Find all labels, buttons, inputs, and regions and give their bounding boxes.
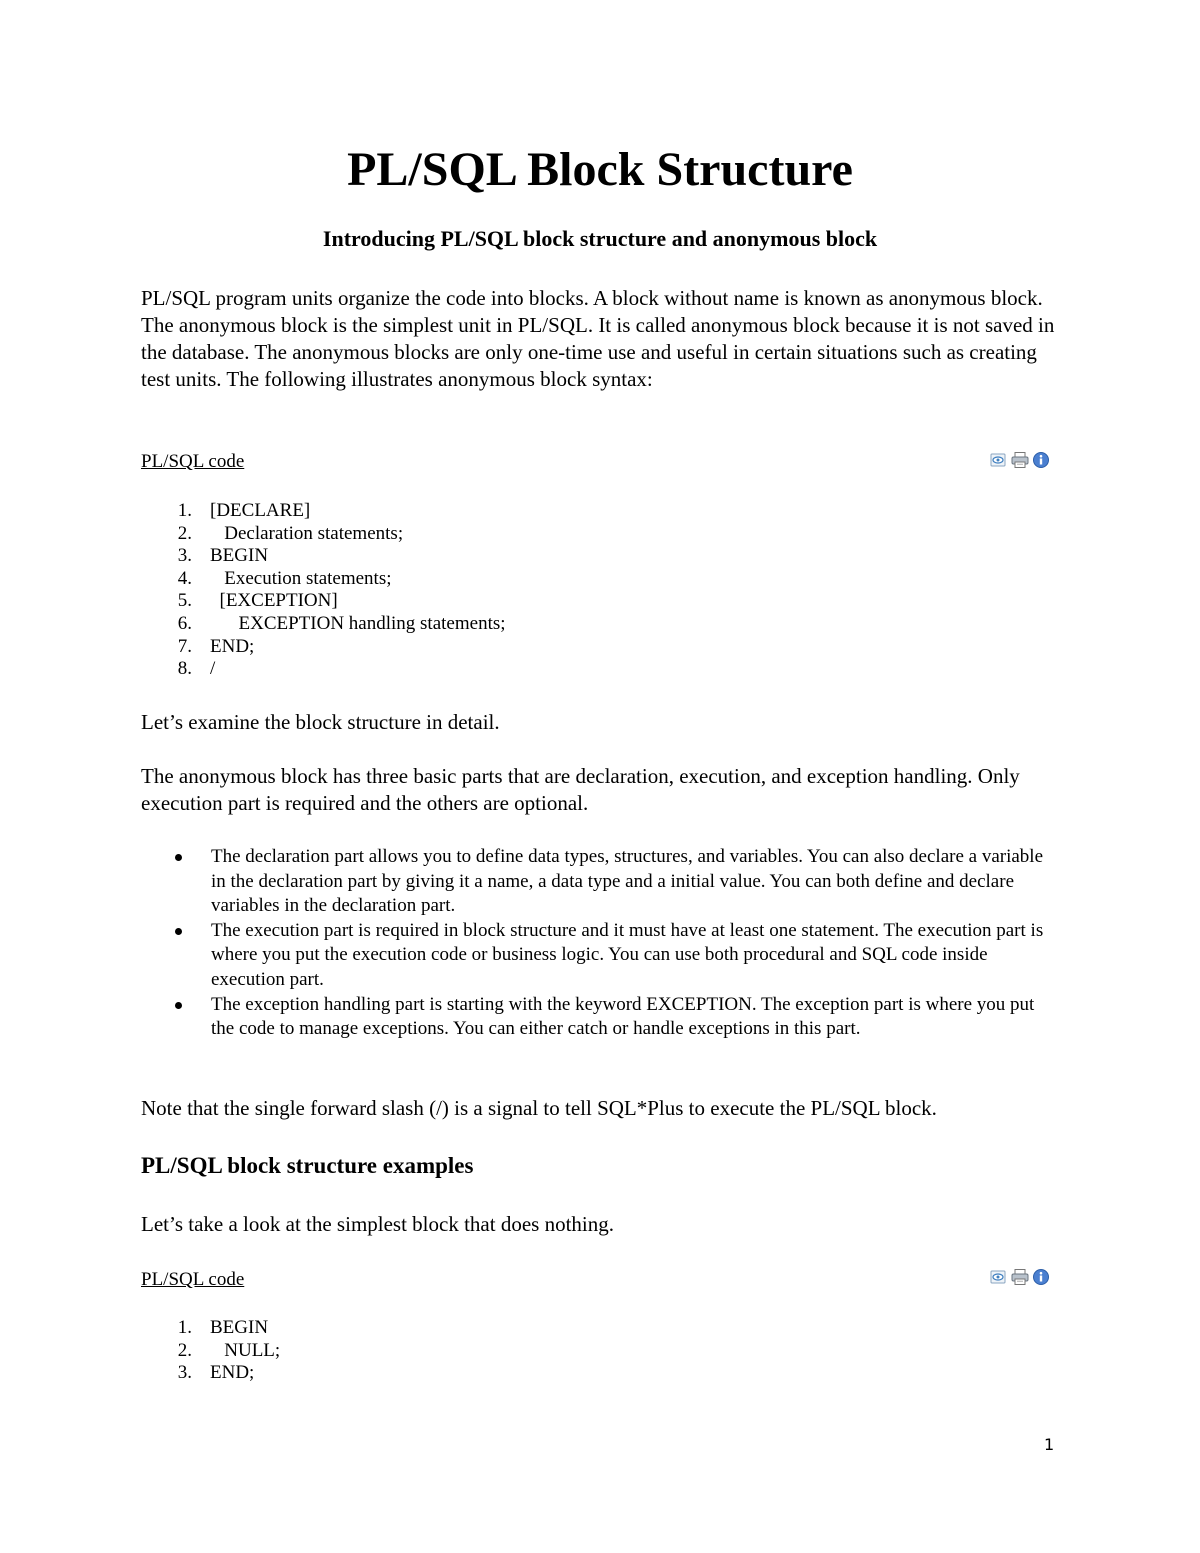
line-number: 3.	[177, 1362, 192, 1384]
line-number: 1.	[177, 1317, 192, 1338]
line-number: 5.	[177, 590, 192, 612]
code-text: Execution statements;	[210, 567, 392, 589]
list-item	[172, 919, 1052, 993]
code-text: END;	[210, 635, 255, 657]
line-number: 6.	[177, 612, 192, 634]
bullet-icon	[175, 854, 182, 861]
line-number: 7.	[177, 635, 192, 657]
page-subtitle: Introducing PL/SQL block structure and anonymous block	[322, 226, 878, 251]
code-line	[168, 523, 506, 546]
bullet-text: The declaration part allows you to define data types, structures, and variables. You can also declare a variable in the declaration part by giving it a name, a data type and a initial value. You can both define and declare variables in the declaration part.	[211, 846, 1044, 917]
examples-heading: PL/SQL block structure examples	[141, 1153, 474, 1178]
bullet-text: The execution part is required in block structure and it must have at least one statement. The execution part is where you put the execution code or business logic. You can use both procedural and SQL code inside execution part.	[211, 919, 1044, 990]
code-text: EXCEPTION handling statements;	[210, 612, 506, 634]
code-text: NULL;	[210, 1339, 281, 1361]
code-line	[168, 568, 506, 591]
code-toolbar-2	[990, 1267, 1056, 1287]
code-line	[168, 1317, 280, 1340]
line-number: 8.	[177, 658, 192, 680]
line-number: 4.	[177, 567, 192, 589]
bullet-icon	[175, 928, 182, 935]
line-number: 2.	[177, 522, 192, 544]
bullet-icon	[175, 1002, 182, 1009]
code-label-1[interactable]: PL/SQL code	[141, 451, 245, 472]
line-number: 1.	[177, 500, 192, 521]
page-title: PL/SQL Block Structure	[347, 143, 853, 196]
info-icon[interactable]	[1032, 451, 1050, 469]
view-source-icon[interactable]	[990, 1268, 1008, 1286]
info-icon[interactable]	[1032, 1268, 1050, 1286]
print-icon[interactable]	[1011, 451, 1029, 469]
code-line	[168, 613, 506, 636]
examples-intro-paragraph: Let’s take a look at the simplest block that does nothing.	[141, 1212, 614, 1236]
examine-paragraph: Let’s examine the block structure in detail.	[141, 710, 500, 734]
page-number: 1	[1044, 1435, 1055, 1454]
code-line	[168, 545, 506, 568]
code-text: [DECLARE]	[210, 500, 311, 521]
code-text: BEGIN	[210, 545, 269, 567]
line-number: 3.	[177, 545, 192, 567]
code-line	[168, 500, 506, 523]
code-line	[168, 636, 506, 659]
view-source-icon[interactable]	[990, 451, 1008, 469]
code-label-2[interactable]: PL/SQL code	[141, 1269, 245, 1290]
print-icon[interactable]	[1011, 1268, 1029, 1286]
note-paragraph: Note that the single forward slash (/) is a signal to tell SQL*Plus to execute the PL/SQL block.	[141, 1096, 937, 1120]
code-line	[168, 1362, 280, 1385]
intro-paragraph: PL/SQL program units organize the code into blocks. A block without name is known as anonymous block. The anonymous block is the simplest unit in PL/SQL. It is called anonymous block because it is not saved in the database. The anonymous blocks are only one-time use and useful in certain situations such as creating test units. The following illustrates anonymous block syntax:	[141, 286, 1055, 391]
code-text: END;	[210, 1362, 255, 1384]
code-toolbar-1	[990, 450, 1056, 470]
bullet-text: The exception handling part is starting with the keyword EXCEPTION. The exception part is where you put the code to manage exceptions. You can either catch or handle exceptions in this part.	[211, 993, 1035, 1040]
code-text: [EXCEPTION]	[210, 590, 338, 612]
list-item	[172, 993, 1052, 1042]
parts-paragraph: The anonymous block has three basic parts that are declaration, execution, and exception handling. Only execution part is required and the others are optional.	[141, 764, 1020, 815]
code-line	[168, 658, 506, 681]
code-listing-2	[168, 1317, 280, 1385]
code-text: Declaration statements;	[210, 522, 404, 544]
parts-bullet-list	[172, 845, 1052, 1042]
code-text: /	[210, 658, 216, 680]
code-text: BEGIN	[210, 1317, 269, 1338]
code-line	[168, 590, 506, 613]
line-number: 2.	[177, 1339, 192, 1361]
code-line	[168, 1340, 280, 1363]
list-item	[172, 845, 1052, 919]
code-listing-1	[168, 500, 506, 681]
